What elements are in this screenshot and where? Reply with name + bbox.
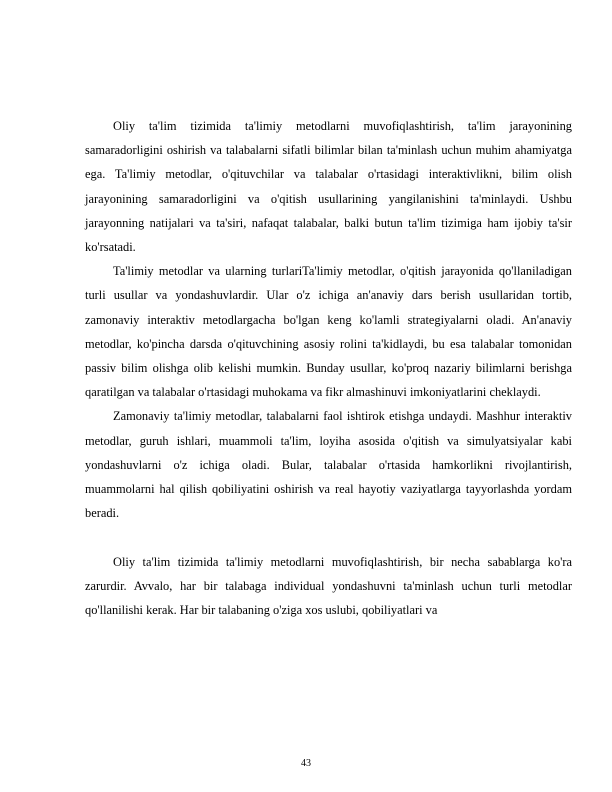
paragraph-1: Oliy ta'lim tizimida ta'limiy metodlarni muvofiqlashtirish, ta'lim jarayonining samaradorligini oshirish va talabalarni sifatli bilimlar bilan ta'minlash uchun muhim ahamiyatga ega. Ta'limiy metodlar, o'qituvchilar va talabalar o'rtasidagi interaktivlikni, bilim olish jarayonining samaradorligini va o'qitish usullarining yangilanishini ta'minlaydi. Ushbu jarayonning natijalari va ta'siri, nafaqat talabalar, balki butun ta'lim tizimiga ham ijobiy ta'sir ko'rsatadi. (85, 119, 572, 255)
body-text (85, 114, 572, 622)
paragraph-spacer (85, 525, 572, 549)
paragraph-4: Oliy ta'lim tizimida ta'limiy metodlarni muvofiqlashtirish, bir necha sabablarga ko'ra zarurdir. Avvalo, har bir talabaga individual yondashuvni ta'minlash uchun turli metodlar qo'llanilishi kerak. Har bir talabaning o'ziga xos uslubi, qobiliyatlari va (85, 554, 572, 618)
paragraph-2: Ta'limiy metodlar va ularning turlariTa'limiy metodlar, o'qitish jarayonida qo'llaniladigan turli usullar va yondashuvlardir. Ular o'z ichiga an'anaviy dars berish usullaridan tortib, zamonaviy interaktiv metodlargacha bo'lgan keng ko'lamli strategiyalarni oladi. An'anaviy metodlar, ko'pincha darsda o'qituvchining asosiy rolini ta'kidlaydi, bu esa talabalar tomonidan passiv bilim olishga olib kelishi mumkin. Bunday usullar, ko'proq nazariy bilimlarni berishga qaratilgan va talabalar o'rtasidagi muhokama va fikr almashinuvi imkoniyatlarini cheklaydi. (85, 264, 572, 400)
paragraph-3: Zamonaviy ta'limiy metodlar, talabalarni faol ishtirok etishga undaydi. Mashhur interaktiv metodlar, guruh ishlari, muammoli ta'lim, loyiha asosida o'qitish va simulyatsiyalar kabi yondashuvlarni o'z ichiga oladi. Bular, talabalar o'rtasida hamkorlikni rivojlantirish, muammolarni hal qilish qobiliyatini oshirish va real hayotiy vaziyatlarga tayyorlashda yordam beradi. (85, 409, 572, 521)
page-number: 43 (301, 758, 311, 769)
